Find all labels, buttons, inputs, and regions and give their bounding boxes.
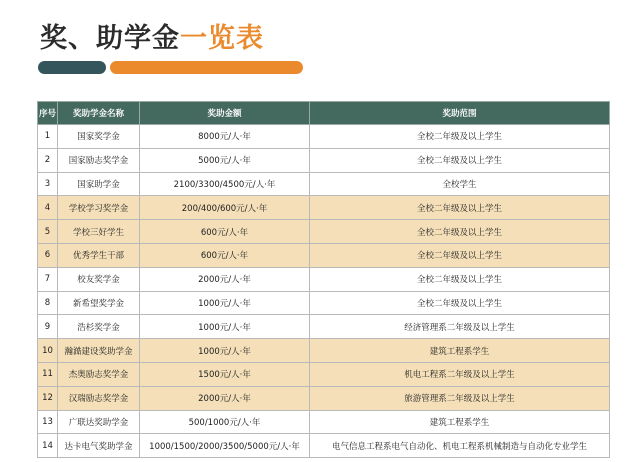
cell-scope: 机电工程系二年级及以上学生 — [310, 362, 610, 386]
cell-amount: 8000元/人·年 — [140, 125, 310, 149]
cell-amount: 600元/人·年 — [140, 243, 310, 267]
table-row — [38, 386, 610, 410]
cell-amount: 2100/3300/4500元/人·年 — [140, 172, 310, 196]
cell-no: 11 — [38, 362, 58, 386]
title-main: 奖、助学金 — [40, 23, 180, 54]
cell-scope: 全校二年级及以上学生 — [310, 148, 610, 172]
cell-scope: 全校二年级及以上学生 — [310, 125, 610, 149]
cell-name: 学校三好学生 — [58, 220, 140, 244]
cell-no: 1 — [38, 125, 58, 149]
cell-amount: 1000元/人·年 — [140, 291, 310, 315]
cell-no: 3 — [38, 172, 58, 196]
cell-no: 14 — [38, 434, 58, 458]
cell-scope: 全校二年级及以上学生 — [310, 243, 610, 267]
cell-name: 广联达奖助学金 — [58, 410, 140, 434]
cell-amount: 5000元/人·年 — [140, 148, 310, 172]
cell-name: 瀚澔建设奖助学金 — [58, 339, 140, 363]
table-header-row — [38, 102, 610, 125]
cell-name: 优秀学生干部 — [58, 243, 140, 267]
cell-scope: 旅游管理系二年级及以上学生 — [310, 386, 610, 410]
cell-no: 9 — [38, 315, 58, 339]
cell-no: 8 — [38, 291, 58, 315]
table-row — [38, 172, 610, 196]
cell-name: 汉瑞励志奖学金 — [58, 386, 140, 410]
cell-scope: 经济管理系二年级及以上学生 — [310, 315, 610, 339]
cell-name: 国家奖学金 — [58, 125, 140, 149]
cell-scope: 建筑工程系学生 — [310, 339, 610, 363]
cell-scope: 全校学生 — [310, 172, 610, 196]
table-row — [38, 291, 610, 315]
cell-no: 13 — [38, 410, 58, 434]
cell-amount: 1000元/人·年 — [140, 315, 310, 339]
decorative-bar-dark — [38, 61, 106, 74]
cell-no: 2 — [38, 148, 58, 172]
table-row — [38, 148, 610, 172]
scholarship-table — [37, 101, 610, 458]
cell-scope: 全校二年级及以上学生 — [310, 291, 610, 315]
table-row — [38, 315, 610, 339]
cell-amount: 2000元/人·年 — [140, 267, 310, 291]
table-row — [38, 196, 610, 220]
cell-no: 7 — [38, 267, 58, 291]
cell-amount: 2000元/人·年 — [140, 386, 310, 410]
cell-name: 国家助学金 — [58, 172, 140, 196]
cell-amount: 1500元/人·年 — [140, 362, 310, 386]
table-body — [38, 125, 610, 458]
cell-name: 学校学习奖学金 — [58, 196, 140, 220]
cell-name: 浩杉奖学金 — [58, 315, 140, 339]
cell-no: 6 — [38, 243, 58, 267]
header-amount: 奖助金额 — [140, 102, 310, 125]
table-row — [38, 410, 610, 434]
table-row — [38, 125, 610, 149]
table-row — [38, 220, 610, 244]
cell-no: 12 — [38, 386, 58, 410]
cell-no: 10 — [38, 339, 58, 363]
cell-amount: 200/400/600元/人·年 — [140, 196, 310, 220]
page-title — [40, 16, 264, 55]
table-row — [38, 362, 610, 386]
cell-no: 5 — [38, 220, 58, 244]
cell-name: 新希望奖学金 — [58, 291, 140, 315]
cell-name: 校友奖学金 — [58, 267, 140, 291]
cell-scope: 全校二年级及以上学生 — [310, 267, 610, 291]
table-row — [38, 267, 610, 291]
table-row — [38, 434, 610, 458]
header-scope: 奖助范围 — [310, 102, 610, 125]
header-no: 序号 — [38, 102, 58, 125]
cell-scope: 电气信息工程系电气自动化、机电工程系机械制造与自动化专业学生 — [310, 434, 610, 458]
cell-no: 4 — [38, 196, 58, 220]
cell-scope: 全校二年级及以上学生 — [310, 196, 610, 220]
header-name: 奖助学金名称 — [58, 102, 140, 125]
cell-name: 国家励志奖学金 — [58, 148, 140, 172]
table-row — [38, 339, 610, 363]
cell-scope: 建筑工程系学生 — [310, 410, 610, 434]
cell-name: 达卡电气奖助学金 — [58, 434, 140, 458]
cell-amount: 600元/人·年 — [140, 220, 310, 244]
decorative-bar-orange — [110, 61, 303, 74]
cell-amount: 500/1000元/人·年 — [140, 410, 310, 434]
title-accent: 一览表 — [180, 23, 264, 54]
cell-amount: 1000元/人·年 — [140, 339, 310, 363]
cell-name: 杰奥励志奖学金 — [58, 362, 140, 386]
table-row — [38, 243, 610, 267]
cell-amount: 1000/1500/2000/3500/5000元/人·年 — [140, 434, 310, 458]
cell-scope: 全校二年级及以上学生 — [310, 220, 610, 244]
